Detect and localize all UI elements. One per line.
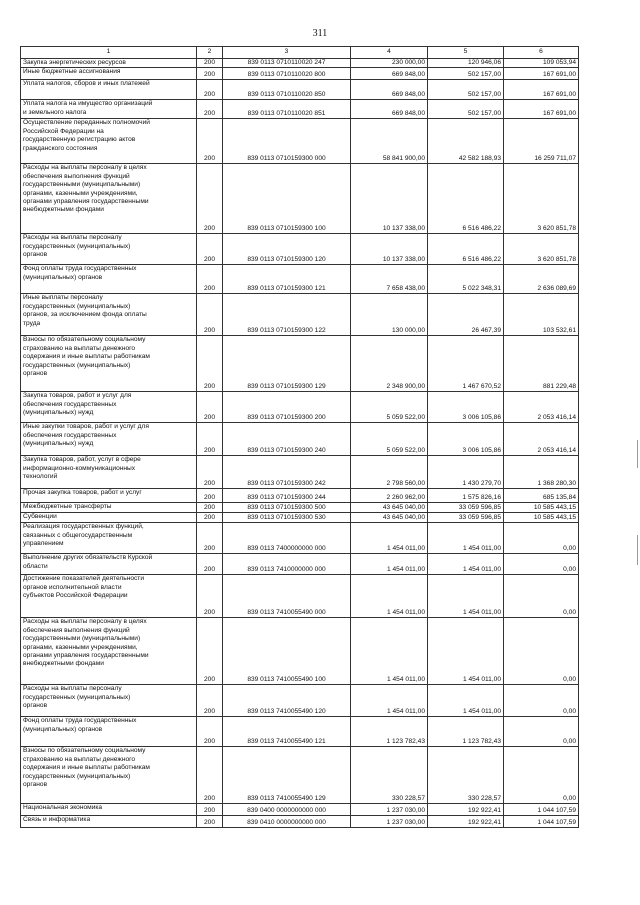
line-code-cell: 200	[197, 392, 223, 423]
approved-amount-cell: 5 059 522,00	[351, 423, 428, 456]
expense-name-line: (муниципальных) нужд	[23, 409, 94, 417]
expense-name-line: Взносы по обязательному социальному	[23, 747, 146, 755]
expense-name-line: и земельного налога	[23, 108, 87, 116]
approved-amount-cell: 2 348 900,00	[351, 336, 428, 392]
margin-mark	[637, 440, 638, 468]
executed-amount-cell: 1 467 670,52	[428, 336, 504, 392]
expense-name-cell	[21, 618, 197, 685]
executed-amount-cell: 6 516 486,22	[428, 234, 504, 265]
expense-name-cell	[21, 717, 197, 747]
expense-name-cell	[21, 80, 197, 100]
expense-name-cell	[21, 234, 197, 265]
approved-amount-cell: 1 454 011,00	[351, 554, 428, 575]
table-row	[21, 554, 579, 575]
line-code-cell: 200	[197, 59, 223, 68]
executed-amount-cell: 6 516 486,22	[428, 164, 504, 234]
table-row	[21, 265, 579, 294]
expense-name-line: органов исполнительной власти	[23, 583, 122, 591]
approved-amount-cell: 2 798 560,00	[351, 456, 428, 489]
executed-amount-cell: 1 454 011,00	[428, 685, 504, 717]
column-header: 3	[223, 47, 351, 59]
executed-amount-cell: 502 157,00	[428, 80, 504, 100]
approved-amount-cell: 1 454 011,00	[351, 618, 428, 685]
line-code-cell: 200	[197, 423, 223, 456]
budget-code-cell: 839 0113 0710159300 120	[223, 234, 351, 265]
table-row	[21, 804, 579, 816]
budget-code-cell: 839 0113 7410055490 120	[223, 685, 351, 717]
expense-name-cell	[21, 423, 197, 456]
unexecuted-amount-cell: 1 368 280,30	[504, 456, 579, 489]
expense-name-line: (муниципальных) нужд	[23, 440, 94, 448]
expense-name-line: (муниципальных) органов	[23, 725, 103, 733]
expense-name-line: государственными (муниципальными)	[23, 181, 141, 189]
table-row	[21, 513, 579, 523]
table-row	[21, 392, 579, 423]
unexecuted-amount-cell: 103 532,61	[504, 294, 579, 336]
unexecuted-amount-cell: 167 691,00	[504, 80, 579, 100]
line-code-cell: 200	[197, 747, 223, 804]
approved-amount-cell: 58 841 900,00	[351, 119, 428, 164]
expense-name-line: гражданского состояния	[23, 144, 98, 152]
expense-name-line: информационно-коммуникационных	[23, 464, 136, 472]
table-row	[21, 575, 579, 618]
budget-code-cell: 839 0113 0710159300 121	[223, 265, 351, 294]
line-code-cell: 200	[197, 119, 223, 164]
approved-amount-cell: 2 260 962,00	[351, 489, 428, 503]
executed-amount-cell: 120 946,06	[428, 59, 504, 68]
executed-amount-cell: 502 157,00	[428, 68, 504, 80]
budget-code-cell: 839 0113 0710110020 850	[223, 80, 351, 100]
expense-name-cell	[21, 503, 197, 513]
line-code-cell: 200	[197, 100, 223, 119]
approved-amount-cell: 1 237 030,00	[351, 816, 428, 828]
margin-mark	[637, 535, 638, 565]
executed-amount-cell: 1 575 826,16	[428, 489, 504, 503]
table-row	[21, 59, 579, 68]
approved-amount-cell: 1 123 782,43	[351, 717, 428, 747]
expense-name-line: Национальная экономика	[23, 804, 103, 812]
expense-name-line: Фонд оплаты труда государственных	[23, 717, 137, 725]
expense-name-cell	[21, 68, 197, 80]
expense-name-cell	[21, 265, 197, 294]
expense-name-line: Фонд оплаты труда государственных	[23, 265, 137, 273]
budget-code-cell: 839 0113 0710110020 800	[223, 68, 351, 80]
unexecuted-amount-cell: 0,00	[504, 554, 579, 575]
table-row	[21, 294, 579, 336]
table-row	[21, 717, 579, 747]
executed-amount-cell: 33 059 596,85	[428, 503, 504, 513]
budget-code-cell: 839 0400 0000000000 000	[223, 804, 351, 816]
expense-name-line: Расходы на выплаты персоналу в целях	[23, 164, 147, 172]
line-code-cell: 200	[197, 68, 223, 80]
executed-amount-cell: 1 430 279,70	[428, 456, 504, 489]
expense-name-line: внебюджетными фондами	[23, 660, 104, 668]
expense-name-cell	[21, 392, 197, 423]
expense-name-line: обеспечения выполнения функций	[23, 626, 130, 634]
line-code-cell: 200	[197, 489, 223, 503]
budget-code-cell: 839 0113 0710110020 851	[223, 100, 351, 119]
expense-name-cell	[21, 59, 197, 68]
table-row	[21, 80, 579, 100]
expense-name-cell	[21, 747, 197, 804]
budget-code-cell: 839 0113 0710159300 500	[223, 503, 351, 513]
unexecuted-amount-cell: 0,00	[504, 523, 579, 554]
unexecuted-amount-cell: 685 135,84	[504, 489, 579, 503]
table-row	[21, 503, 579, 513]
budget-code-cell: 839 0113 0710110020 247	[223, 59, 351, 68]
expense-name-line: Связь и информатика	[23, 816, 91, 824]
expense-name-line: государственных (муниципальных)	[23, 361, 131, 369]
column-header: 1	[21, 47, 197, 59]
line-code-cell: 200	[197, 575, 223, 618]
page-number: 311	[312, 28, 328, 39]
line-code-cell: 200	[197, 685, 223, 717]
expense-name-line: области	[23, 562, 48, 570]
expense-name-line: Уплата налогов, сборов и иных платежей	[23, 80, 150, 88]
budget-code-cell: 839 0113 7410055490 000	[223, 575, 351, 618]
approved-amount-cell: 669 848,00	[351, 80, 428, 100]
approved-amount-cell: 130 000,00	[351, 294, 428, 336]
column-header: 5	[428, 47, 504, 59]
line-code-cell: 200	[197, 554, 223, 575]
unexecuted-amount-cell: 881 229,48	[504, 336, 579, 392]
budget-code-cell: 839 0113 7410055490 121	[223, 717, 351, 747]
executed-amount-cell: 42 582 188,93	[428, 119, 504, 164]
line-code-cell: 200	[197, 523, 223, 554]
table-row	[21, 100, 579, 119]
budget-code-cell: 839 0113 7410000000 000	[223, 554, 351, 575]
unexecuted-amount-cell: 167 691,00	[504, 100, 579, 119]
budget-code-cell: 839 0113 7410055490 129	[223, 747, 351, 804]
expense-name-line: страхованию на выплаты денежного	[23, 344, 136, 352]
approved-amount-cell: 10 137 338,00	[351, 234, 428, 265]
expense-name-line: государственными (муниципальными)	[23, 635, 141, 643]
budget-code-cell: 839 0113 0710159300 129	[223, 336, 351, 392]
line-code-cell: 200	[197, 717, 223, 747]
executed-amount-cell: 192 922,41	[428, 804, 504, 816]
expense-name-line: обеспечения выполнения функций	[23, 172, 130, 180]
executed-amount-cell: 5 022 348,31	[428, 265, 504, 294]
expense-name-line: органами, казенными учреждениями,	[23, 189, 138, 197]
expense-name-line: содержания и иные выплаты работникам	[23, 353, 150, 361]
unexecuted-amount-cell: 2 636 089,69	[504, 265, 579, 294]
unexecuted-amount-cell: 167 691,00	[504, 68, 579, 80]
expense-name-line: Иные бюджетные ассигнования	[23, 68, 121, 76]
expense-name-line: органами управления государственными	[23, 652, 149, 660]
table-row	[21, 234, 579, 265]
table-row	[21, 489, 579, 503]
expense-name-line: Достижение показателей деятельности	[23, 575, 145, 583]
expense-name-line: субъектов Российской Федерации	[23, 592, 128, 600]
expense-name-line: страхованию на выплаты денежного	[23, 755, 136, 763]
executed-amount-cell: 192 922,41	[428, 816, 504, 828]
expense-name-line: Взносы по обязательному социальному	[23, 336, 146, 344]
budget-code-cell: 839 0113 0710159300 530	[223, 513, 351, 523]
expense-name-cell	[21, 456, 197, 489]
expense-name-line: государственных (муниципальных)	[23, 302, 131, 310]
expense-name-line: государственных (муниципальных)	[23, 772, 131, 780]
budget-code-cell: 839 0113 0710159300 100	[223, 164, 351, 234]
unexecuted-amount-cell: 16 259 711,07	[504, 119, 579, 164]
expense-name-cell	[21, 554, 197, 575]
budget-code-cell: 839 0113 0710159300 200	[223, 392, 351, 423]
table-row	[21, 456, 579, 489]
table-row	[21, 68, 579, 80]
executed-amount-cell: 3 006 105,86	[428, 392, 504, 423]
unexecuted-amount-cell: 10 585 443,15	[504, 503, 579, 513]
line-code-cell: 200	[197, 336, 223, 392]
table-row	[21, 119, 579, 164]
executed-amount-cell: 33 059 596,85	[428, 513, 504, 523]
budget-code-cell: 839 0113 0710159300 244	[223, 489, 351, 503]
expense-name-line: государственных (муниципальных)	[23, 242, 131, 250]
budget-code-cell: 839 0113 0710159300 240	[223, 423, 351, 456]
budget-code-cell: 839 0113 0710159300 122	[223, 294, 351, 336]
table-row	[21, 685, 579, 717]
unexecuted-amount-cell: 3 620 851,78	[504, 164, 579, 234]
approved-amount-cell: 7 658 438,00	[351, 265, 428, 294]
executed-amount-cell: 1 454 011,00	[428, 575, 504, 618]
unexecuted-amount-cell: 0,00	[504, 575, 579, 618]
line-code-cell: 200	[197, 804, 223, 816]
expense-name-line: Прочая закупка товаров, работ и услуг	[23, 489, 142, 497]
line-code-cell: 200	[197, 294, 223, 336]
expense-name-line: (муниципальных) органов	[23, 273, 103, 281]
expense-name-line: Реализация государственных функций,	[23, 523, 144, 531]
expense-name-line: Выполнение других обязательств Курской	[23, 554, 153, 562]
unexecuted-amount-cell: 2 053 416,14	[504, 423, 579, 456]
expense-name-line: связанных с общегосударственным	[23, 531, 133, 539]
approved-amount-cell: 230 000,00	[351, 59, 428, 68]
expense-name-cell	[21, 119, 197, 164]
expense-name-cell	[21, 816, 197, 828]
expense-name-line: труда	[23, 319, 41, 327]
expense-name-line: обеспечения государственных	[23, 431, 117, 439]
approved-amount-cell: 330 228,57	[351, 747, 428, 804]
approved-amount-cell: 669 848,00	[351, 68, 428, 80]
expense-name-line: управлением	[23, 540, 64, 548]
expense-name-cell	[21, 513, 197, 523]
expense-name-line: Расходы на выплаты персоналу	[23, 234, 122, 242]
approved-amount-cell: 5 059 522,00	[351, 392, 428, 423]
expense-name-cell	[21, 575, 197, 618]
expense-name-cell	[21, 336, 197, 392]
expense-name-line: органов	[23, 702, 48, 710]
expense-name-line: Осуществление переданных полномочий	[23, 119, 150, 127]
approved-amount-cell: 43 645 040,00	[351, 503, 428, 513]
expense-name-line: Субвенции	[23, 513, 57, 521]
table-row	[21, 747, 579, 804]
budget-code-cell: 839 0113 7400000000 000	[223, 523, 351, 554]
executed-amount-cell: 330 228,57	[428, 747, 504, 804]
approved-amount-cell: 43 645 040,00	[351, 513, 428, 523]
unexecuted-amount-cell: 0,00	[504, 717, 579, 747]
expense-name-line: Иные закупки товаров, работ и услуг для	[23, 423, 149, 431]
table-header-row	[21, 47, 579, 59]
unexecuted-amount-cell: 0,00	[504, 747, 579, 804]
line-code-cell: 200	[197, 503, 223, 513]
expense-name-cell	[21, 804, 197, 816]
expense-name-line: государственных (муниципальных)	[23, 693, 131, 701]
expense-name-line: Российской Федерации на	[23, 127, 104, 135]
line-code-cell: 200	[197, 164, 223, 234]
line-code-cell: 200	[197, 618, 223, 685]
unexecuted-amount-cell: 1 044 107,59	[504, 816, 579, 828]
expense-name-line: Расходы на выплаты персоналу в целях	[23, 618, 147, 626]
unexecuted-amount-cell: 2 053 416,14	[504, 392, 579, 423]
expense-name-line: органов, за исключением фонда оплаты	[23, 311, 147, 319]
line-code-cell: 200	[197, 816, 223, 828]
expense-name-cell	[21, 685, 197, 717]
expense-name-line: содержания и иные выплаты работникам	[23, 764, 150, 772]
executed-amount-cell: 1 454 011,00	[428, 554, 504, 575]
unexecuted-amount-cell: 0,00	[504, 685, 579, 717]
expense-name-line: Иные выплаты персоналу	[23, 294, 103, 302]
executed-amount-cell: 1 123 782,43	[428, 717, 504, 747]
table-row	[21, 336, 579, 392]
expense-name-line: Уплата налога на имущество организаций	[23, 100, 153, 108]
expense-name-line: Закупка энергетических ресурсов	[23, 59, 126, 66]
line-code-cell: 200	[197, 234, 223, 265]
budget-code-cell: 839 0113 0710159300 242	[223, 456, 351, 489]
expense-name-cell	[21, 489, 197, 503]
unexecuted-amount-cell: 109 053,94	[504, 59, 579, 68]
line-code-cell: 200	[197, 265, 223, 294]
expense-name-line: Закупка товаров, работ, услуг в сфере	[23, 456, 141, 464]
approved-amount-cell: 10 137 338,00	[351, 164, 428, 234]
budget-code-cell: 839 0410 0000000000 000	[223, 816, 351, 828]
budget-execution-table	[20, 46, 579, 828]
executed-amount-cell: 502 157,00	[428, 100, 504, 119]
column-header: 6	[504, 47, 579, 59]
expense-name-cell	[21, 100, 197, 119]
unexecuted-amount-cell: 0,00	[504, 618, 579, 685]
line-code-cell: 200	[197, 80, 223, 100]
expense-name-line: органов	[23, 370, 48, 378]
approved-amount-cell: 1 454 011,00	[351, 575, 428, 618]
table-row	[21, 164, 579, 234]
expense-name-cell	[21, 523, 197, 554]
line-code-cell: 200	[197, 456, 223, 489]
expense-name-line: органов	[23, 251, 48, 259]
expense-name-line: Закупка товаров, работ и услуг для	[23, 392, 132, 400]
expense-name-cell	[21, 164, 197, 234]
expense-name-cell	[21, 294, 197, 336]
line-code-cell: 200	[197, 513, 223, 523]
expense-name-line: органов	[23, 781, 48, 789]
executed-amount-cell: 1 454 011,00	[428, 523, 504, 554]
budget-code-cell: 839 0113 0710159300 000	[223, 119, 351, 164]
unexecuted-amount-cell: 1 044 107,59	[504, 804, 579, 816]
executed-amount-cell: 1 454 011,00	[428, 618, 504, 685]
expense-name-line: обеспечения государственных	[23, 400, 117, 408]
approved-amount-cell: 669 848,00	[351, 100, 428, 119]
executed-amount-cell: 26 467,39	[428, 294, 504, 336]
expense-name-line: органами, казенными учреждениями,	[23, 643, 138, 651]
approved-amount-cell: 1 454 011,00	[351, 685, 428, 717]
expense-name-line: Межбюджетные трансферты	[23, 503, 112, 511]
expense-name-line: внебюджетными фондами	[23, 206, 104, 214]
unexecuted-amount-cell: 3 620 851,78	[504, 234, 579, 265]
table-row	[21, 423, 579, 456]
expense-name-line: государственную регистрацию актов	[23, 136, 136, 144]
executed-amount-cell: 3 006 105,86	[428, 423, 504, 456]
table-row	[21, 618, 579, 685]
expense-name-line: Расходы на выплаты персоналу	[23, 685, 122, 693]
column-header: 2	[197, 47, 223, 59]
expense-name-line: технологий	[23, 473, 58, 481]
budget-code-cell: 839 0113 7410055490 100	[223, 618, 351, 685]
approved-amount-cell: 1 237 030,00	[351, 804, 428, 816]
table-row	[21, 816, 579, 828]
column-header: 4	[351, 47, 428, 59]
approved-amount-cell: 1 454 011,00	[351, 523, 428, 554]
table-row	[21, 523, 579, 554]
unexecuted-amount-cell: 10 585 443,15	[504, 513, 579, 523]
expense-name-line: органами управления государственными	[23, 198, 149, 206]
